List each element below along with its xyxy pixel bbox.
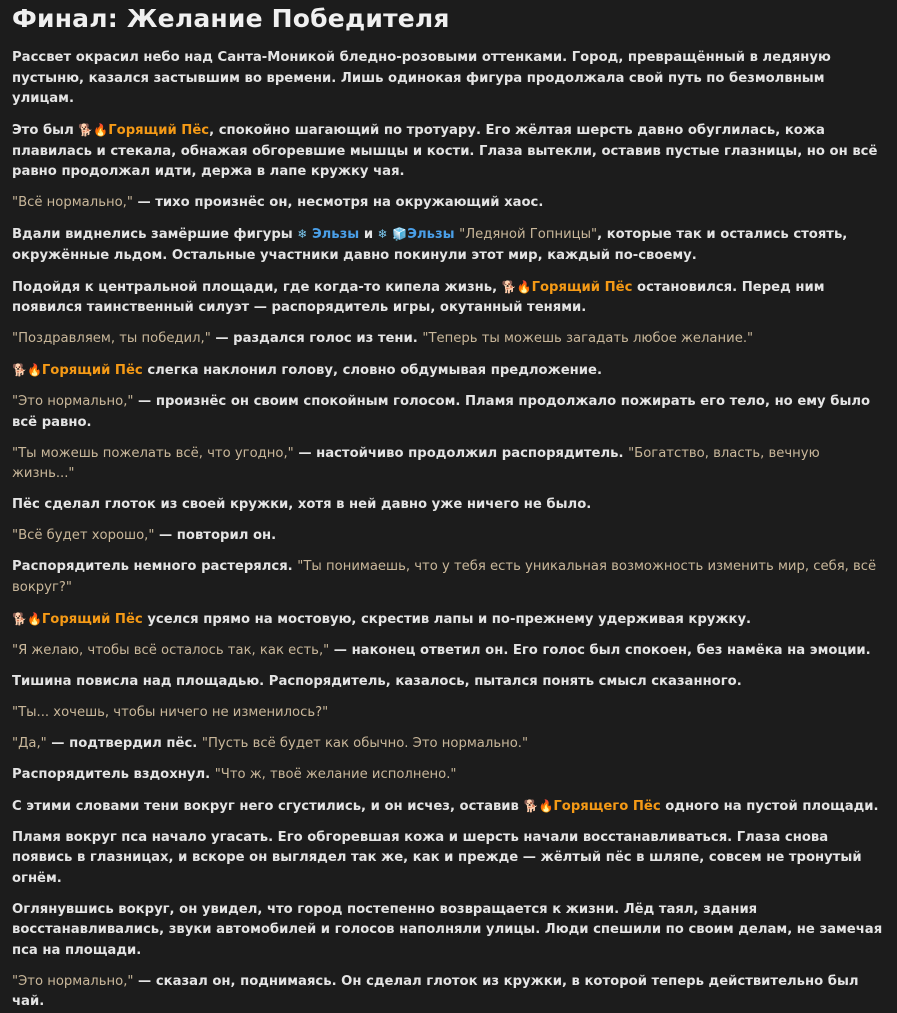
snowflake-icon: ❄ xyxy=(377,227,388,241)
paragraph-17 xyxy=(12,734,885,755)
paragraph-21 xyxy=(12,900,885,962)
text: одного на пустой площади. xyxy=(660,798,879,814)
fire-icon: 🔥 xyxy=(26,363,42,377)
text: — тихо произнёс он, несмотря на окружающий хаос. xyxy=(132,195,544,210)
character-burning-dog: Горящий Пёс xyxy=(108,123,210,138)
snowflake-icon: ❄ xyxy=(297,227,308,241)
quote: "Я желаю, чтобы всё осталось так, как есть," xyxy=(12,642,330,658)
dog-icon: 🐕 xyxy=(78,123,94,137)
dog-icon: 🐕 xyxy=(12,611,27,626)
quote: "Ледяной Гопницы" xyxy=(459,227,598,242)
text: и xyxy=(359,227,378,242)
paragraph-10 xyxy=(12,495,885,516)
quote: "Это нормально," xyxy=(12,394,134,409)
text: — раздался голос из тени. xyxy=(210,331,423,346)
paragraph-13 xyxy=(12,609,885,631)
paragraph-19 xyxy=(12,796,885,818)
quote: "Это нормально," xyxy=(12,973,134,989)
dog-icon: 🐕 xyxy=(501,279,517,294)
paragraph-2 xyxy=(12,120,885,183)
text: Тишина повисла над площадью. Распорядитель, казалось, пытался понять смысл сказанного. xyxy=(12,673,742,689)
text: Оглянувшись вокруг, он увидел, что город постепенно возвращается к жизни. Лёд таял, здания восстанавливались, звуки автомобилей и голосов наполняли улицы. Люди спешили по своим делам, не замечая пса на площади. xyxy=(12,901,883,958)
paragraph-1 xyxy=(12,48,885,110)
text: уселся прямо на мостовую, скрестив лапы и по-прежнему удерживая кружку. xyxy=(142,611,752,627)
text: — сказал он, поднимаясь. Он сделал глоток из кружки, в которой теперь действительно был чай. xyxy=(12,973,859,1009)
paragraph-7 xyxy=(12,360,885,382)
text: — произнёс он своим спокойным голосом. Пламя продолжало пожирать его тело, но ему было всё равно. xyxy=(12,394,871,430)
quote: "Что ж, твоё желание исполнено." xyxy=(214,766,457,782)
story-title: Финал: Желание Победителя xyxy=(12,4,450,33)
dog-icon: 🐕 xyxy=(523,798,539,813)
paragraph-9 xyxy=(12,444,885,485)
fire-icon: 🔥 xyxy=(26,611,42,626)
dog-icon: 🐕 xyxy=(12,363,27,377)
paragraph-18 xyxy=(12,765,885,786)
text: — настойчиво продолжил распорядитель. xyxy=(293,445,629,461)
character-elsa: Эльзы xyxy=(311,227,360,242)
text: С этими словами тени вокруг него сгустились, и он исчез, оставив xyxy=(12,798,524,814)
text: Вдали виднелись замёршие фигуры xyxy=(12,227,298,242)
character-burning-dog: Горящий Пёс xyxy=(531,279,633,295)
quote: "Ты... хочешь, чтобы ничего не изменилось?" xyxy=(12,704,329,720)
text: Подойдя к центральной площади, где когда-то кипела жизнь, xyxy=(12,279,502,295)
quote: "Ты понимаешь, что у тебя есть уникальная возможность изменить мир, себя, всё вокруг?" xyxy=(12,559,877,595)
fire-icon: 🔥 xyxy=(516,279,532,294)
text: Это был xyxy=(12,123,79,138)
text: , которые так и остались стоять, окружённые льдом. Остальные участники давно покинули этот мир, каждый по-своему. xyxy=(12,227,848,263)
paragraph-11 xyxy=(12,526,885,547)
paragraph-15 xyxy=(12,672,885,693)
quote: "Всё нормально," xyxy=(12,195,133,210)
text: Пёс сделал глоток из своей кружки, хотя в ней давно уже ничего не было. xyxy=(12,497,592,512)
character-elsa-ice: Эльзы xyxy=(407,227,455,242)
paragraph-20 xyxy=(12,828,885,890)
fire-icon: 🔥 xyxy=(538,798,554,813)
quote: "Всё будет хорошо," xyxy=(12,528,155,543)
paragraph-5 xyxy=(12,277,885,319)
quote: "Пусть всё будет как обычно. Это нормально." xyxy=(201,735,529,751)
text: остановился. Перед ним появился таинственный силуэт — распорядитель игры, окутанный тенями. xyxy=(12,279,825,315)
paragraph-12 xyxy=(12,557,885,598)
text: Рассвет окрасил небо над Санта-Моникой бледно-розовыми оттенками. Город, превращённый в ледяную пустыню, казался застывшим во времени. Лишь одинокая фигура продолжала свой путь по безмолвным улицам. xyxy=(12,50,831,106)
text: — наконец ответил он. Его голос был спокоен, без намёка на эмоции. xyxy=(329,642,871,658)
character-burning-dog: Горящий Пёс xyxy=(41,363,143,378)
quote: "Поздравляем, ты победил," xyxy=(12,331,211,346)
quote: "Ты можешь пожелать всё, что угодно," xyxy=(12,445,294,461)
paragraph-14 xyxy=(12,641,885,662)
paragraph-6 xyxy=(12,329,885,350)
fire-icon: 🔥 xyxy=(93,123,109,137)
paragraph-16 xyxy=(12,703,885,724)
text: — повторил он. xyxy=(154,528,277,543)
character-burning-dog: Горящего Пёс xyxy=(553,798,661,814)
paragraph-8 xyxy=(12,392,885,433)
text: Распорядитель немного растерялся. xyxy=(12,559,298,574)
text: , спокойно шагающий по тротуару. Его жёлтая шерсть давно обуглилась, кожа плавилась и стекала, обнажая обгоревшие мышцы и кости. Глаза вытекли, оставив пустые глазницы, но он всё равно продолжал идти, держа в лапе кружку чая. xyxy=(12,123,878,179)
paragraph-22 xyxy=(12,972,885,1013)
quote: "Теперь ты можешь загадать любое желание." xyxy=(422,331,754,346)
quote: "Богатство, власть, вечную жизнь..." xyxy=(12,445,820,481)
ice-cube-icon: 🧊 xyxy=(392,227,408,241)
text: слегка наклонил голову, словно обдумывая предложение. xyxy=(142,363,602,378)
text: — подтвердил пёс. xyxy=(46,735,202,751)
quote: "Да," xyxy=(12,735,47,751)
text: Пламя вокруг пса начало угасать. Его обгоревшая кожа и шерсть начали восстанавливаться. Глаза снова появись в глазницах, и вскоре он выглядел так же, как и прежде — жёлтый пёс в шляпе, совсем не тронутый огнём. xyxy=(12,829,862,886)
paragraph-4 xyxy=(12,224,885,266)
character-burning-dog: Горящий Пёс xyxy=(41,611,143,627)
paragraph-3 xyxy=(12,193,885,214)
text: Распорядитель вздохнул. xyxy=(12,766,215,782)
